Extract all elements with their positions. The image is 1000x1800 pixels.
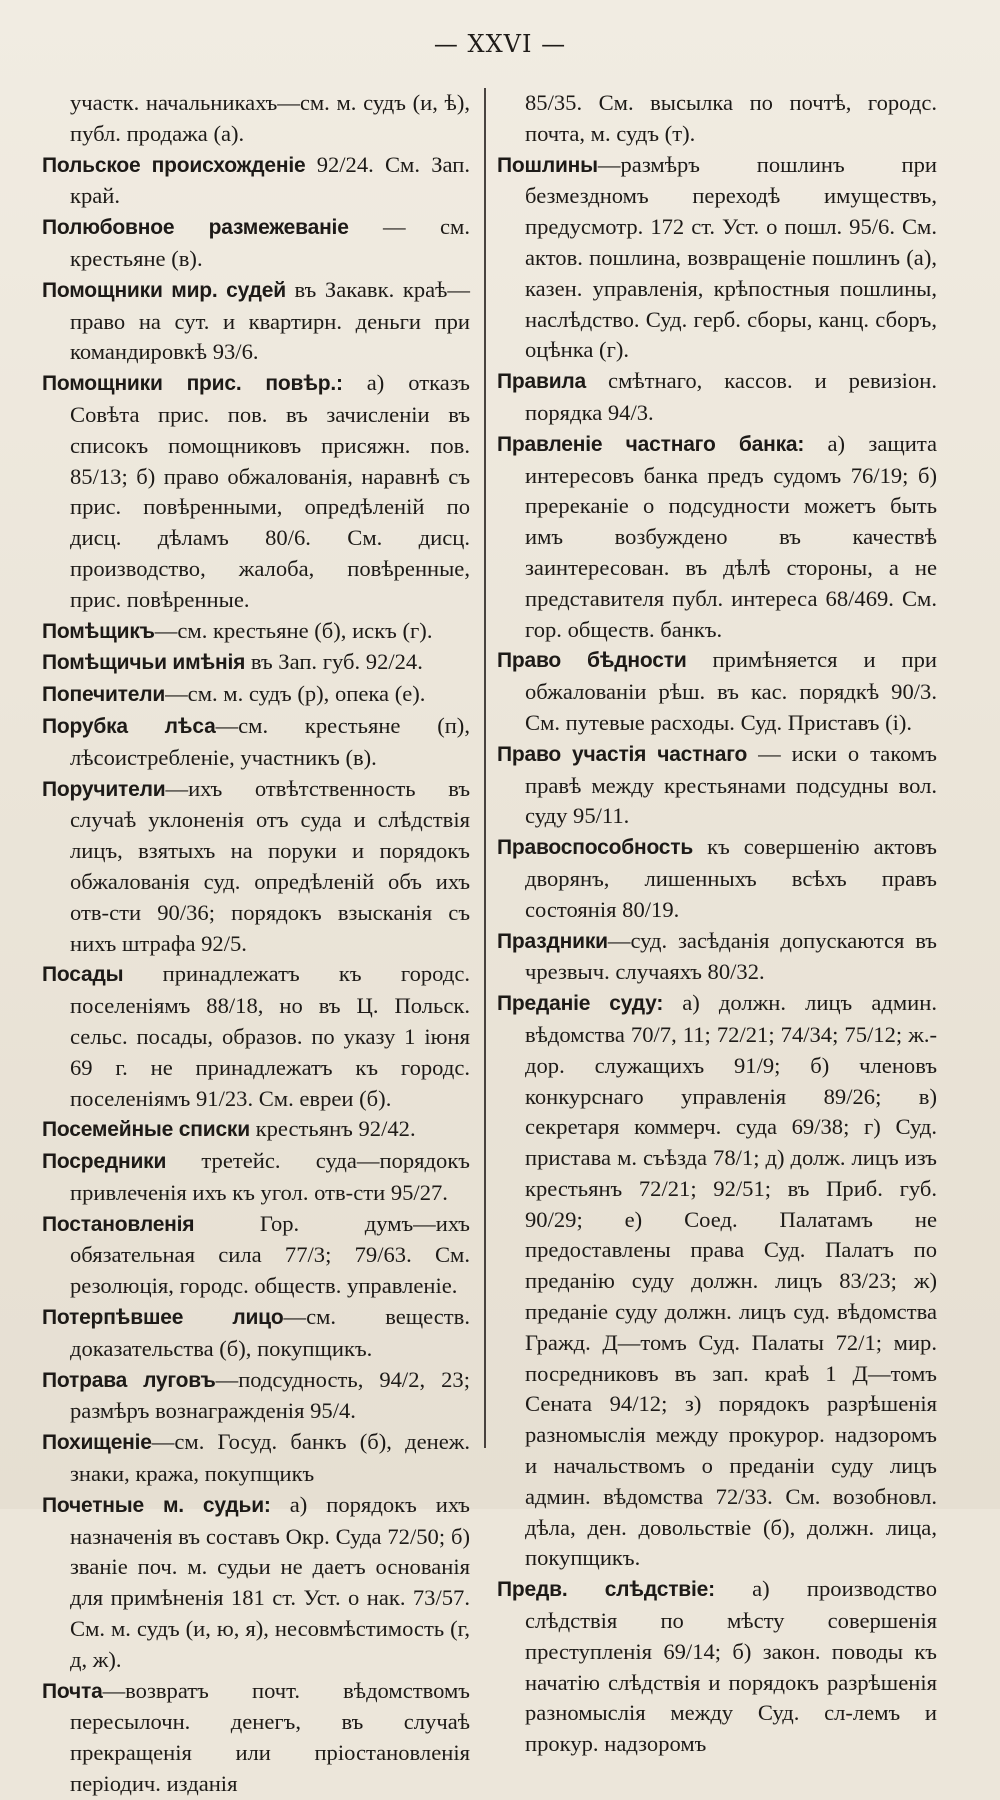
index-entry (42, 1209, 470, 1302)
index-term: Правила (497, 370, 587, 394)
index-text: — иски о такомъ правѣ между крестьянами подсудны вол. суду 95/11. (525, 740, 937, 829)
index-entry (42, 1676, 470, 1800)
index-entry (42, 679, 470, 711)
index-term: Поручители (42, 777, 166, 801)
index-term: Посады (42, 963, 124, 987)
index-entry (497, 150, 937, 367)
index-term: Почта (42, 1679, 103, 1703)
index-term: Похищеніе (42, 1431, 152, 1455)
index-entry (42, 1114, 470, 1146)
index-entry (497, 988, 937, 1574)
index-term: Порубка лѣса (42, 714, 216, 738)
index-term: Преданіе суду: (497, 992, 664, 1016)
index-entry (497, 832, 937, 925)
right-column (497, 88, 937, 1760)
index-text: —см. крестьяне (п), лѣсоистребленіе, участникъ (в). (70, 712, 470, 770)
left-column (42, 88, 470, 1800)
index-term: Полюбовное размежеваніе (42, 216, 349, 240)
index-text: —подсудность, 94/2, 23; размѣръ вознагражденія 95/4. (70, 1366, 470, 1424)
index-text: — см. крестьяне (в). (70, 214, 470, 271)
index-text: участк. начальникахъ—см. м. судъ (и, ѣ), публ. продажа (а). (70, 90, 470, 146)
index-text: —см. Госуд. банкъ (б), денеж. знаки, кража, покупщикъ (70, 1429, 470, 1487)
index-entry (42, 959, 470, 1114)
column-divider (484, 88, 486, 1448)
index-text: 92/24. См. Зап. край. (70, 151, 470, 209)
index-entry (497, 739, 937, 832)
index-text: —см. веществ. доказательства (б), покупщикъ. (70, 1304, 470, 1361)
index-term: Потрава луговъ (42, 1368, 216, 1392)
index-term: Предв. слѣдствіе: (497, 1578, 715, 1602)
index-text: крестьянъ 92/42. (249, 1116, 416, 1142)
index-term: Потерпѣвшее лицо (42, 1306, 284, 1330)
index-entry (42, 368, 470, 615)
index-text: —см. м. судъ (р), опека (е). (165, 681, 426, 707)
index-text: а) отказъ Совѣта прис. пов. въ зачисленіи въ списокъ помощниковъ присяжн. пов. 85/13; б) право обжалованія, наравнѣ съ прис. повѣренными, опредѣленій по дисц. дѣламъ 80/6. См. дисц. производство, жалоба, повѣренные, прис. повѣренные. (70, 370, 470, 612)
index-entry (42, 647, 470, 679)
index-term: Посредники (42, 1150, 167, 1174)
index-text: 85/35. См. высылка по почтѣ, городс. почта, м. судъ (т). (525, 90, 937, 146)
index-term: Правленіе частнаго банка: (497, 432, 805, 456)
index-term: Попечители (42, 683, 166, 707)
index-entry (42, 616, 470, 648)
index-term: Посемейные списки (42, 1118, 250, 1142)
index-text: —суд. засѣданія допускаются въ чрезвыч. случаяхъ 80/32. (525, 927, 937, 985)
index-entry (497, 645, 937, 738)
index-entry (42, 1490, 470, 1676)
index-text: третейс. суда—порядокъ привлеченія ихъ къ угол. отв-сти 95/27. (70, 1148, 470, 1205)
index-text: —ихъ отвѣтственность въ случаѣ уклоненія отъ суда и слѣдствія лицъ, взятыхъ на поруки и порядокъ обжалованія суд. опредѣленій объ ихъ отв-сти 90/36; порядокъ взысканія съ нихъ штрафа 92/5. (70, 775, 470, 956)
index-term: Помѣщикъ (42, 619, 155, 643)
index-term: Польское происхожденіе (42, 153, 306, 177)
index-text: а) защита интересовъ банка предъ судомъ 76/19; б) пререканіе о подсудности можетъ быть имъ возбуждено въ качествѣ заинтересован. въ дѣлѣ стороны, а не представителя публ. интереса 68/469. См. гор. обществ. банкъ. (525, 430, 938, 642)
index-entry (497, 429, 937, 646)
index-term: Пошлины (497, 153, 598, 177)
index-text: —размѣръ пошлинъ при безмездномъ переходѣ имуществъ, предусмотр. 172 ст. Уст. о пошл. 95/6. См. актов. пошлина, возвращеніе пошлинъ (а), казен. управленія, крѣпостныя пошлины, наслѣдство. Суд. герб. сборы, канц. сборъ, оцѣнка (г). (525, 151, 937, 363)
index-entry (42, 774, 470, 960)
index-text: а) производство слѣдствія по мѣсту совершенія преступленія 69/14; б) закон. поводы къ начатію слѣдствія и порядокъ разрѣшенія разномыслія между Суд. сл-лемъ и прокур. надзоромъ (525, 1576, 937, 1757)
index-text: —возвратъ почт. вѣдомствомъ пересылочн. денегъ, въ случаѣ прекращенія или пріостановленія періодич. изданія (70, 1677, 470, 1797)
index-term: Почетные м. судьи: (42, 1493, 271, 1517)
index-text: примѣняется и при обжалованіи рѣш. въ кас. порядкѣ 90/3. См. путевые расходы. Суд. Приставъ (і). (525, 647, 937, 735)
index-entry (42, 1146, 470, 1209)
index-entry (497, 88, 937, 150)
index-text: а) порядокъ ихъ назначенія въ составъ Окр. Суда 72/50; б) званіе поч. м. судьи не даетъ основанія для примѣненія 181 ст. Уст. о нак. 73/57. См. м. судъ (и, ю, я), несовмѣстимость (г, д, ж). (70, 1491, 470, 1672)
index-entry (497, 366, 937, 429)
index-term: Помѣщичьи имѣнія (42, 651, 246, 675)
index-entry (42, 150, 470, 213)
index-entry (42, 711, 470, 774)
index-entry (42, 1427, 470, 1490)
index-term: Постановленія (42, 1212, 195, 1236)
index-text: принадлежатъ къ городс. поселеніямъ 88/18, но въ Ц. Польск. сельс. посады, образов. по указу 1 іюня 69 г. не принадлежатъ къ городс. поселеніямъ 91/23. См. евреи (б). (70, 961, 470, 1111)
page-number: — XXVI — (433, 30, 567, 58)
index-entry (42, 1302, 470, 1365)
index-term: Право бѣдности (497, 649, 687, 673)
index-entry (42, 1365, 470, 1428)
index-entry (42, 88, 470, 150)
index-text: а) должн. лицъ админ. вѣдомства 70/7, 11; 72/21; 74/34; 75/12; ж.-дор. служащихъ 91/9; б) членовъ конкурснаго управленія 89/26; в) секретаря коммерч. суда 69/38; г) Суд. пристава м. съѣзда 78/1; д) долж. лицъ изъ крестьянъ 72/21; 92/51; въ Приб. губ. 90/29; е) Соед. Палатамъ не предоставлены права Суд. Палатъ по преданію суду должн. лицъ 83/23; ж) преданіе суду должн. лицъ суд. вѣдомства Гражд. Д—томъ Суд. Палаты 72/1; мир. посредниковъ въ зап. краѣ 1 Д—томъ Сената 94/12; з) порядокъ разрѣшенія разномыслія между прокурор. надзоромъ и начальствомъ о преданіи суду лицъ админ. вѣдомства 72/33. См. возобновл. дѣла, ден. довольствіе (б), должн. лица, покупщикъ. (525, 990, 937, 1571)
index-entry (497, 1574, 937, 1760)
index-entry (42, 275, 470, 368)
index-text: въ Зап. губ. 92/24. (245, 649, 423, 675)
index-text: смѣтнаго, кассов. и ревизіон. порядка 94/3. (525, 368, 937, 425)
index-term: Право участія частнаго (497, 742, 748, 766)
index-term: Правоспособность (497, 836, 694, 860)
index-entry (42, 212, 470, 275)
index-term: Помощники мир. судей (42, 278, 286, 302)
index-text: —см. крестьяне (б), искъ (г). (154, 617, 433, 643)
index-term: Помощники прис. повѣр.: (42, 372, 343, 396)
index-text: къ совершенію актовъ дворянъ, лишенныхъ всѣхъ правъ состоянія 80/19. (525, 834, 937, 922)
index-text: Гор. думъ—ихъ обязательная сила 77/3; 79/63. См. резолюція, городс. обществ. управленіе. (70, 1210, 470, 1299)
index-entry (497, 926, 937, 989)
index-text: въ Закавк. краѣ—право на сут. и квартирн. деньги при командировкѣ 93/6. (70, 276, 471, 365)
index-term: Праздники (497, 929, 608, 953)
